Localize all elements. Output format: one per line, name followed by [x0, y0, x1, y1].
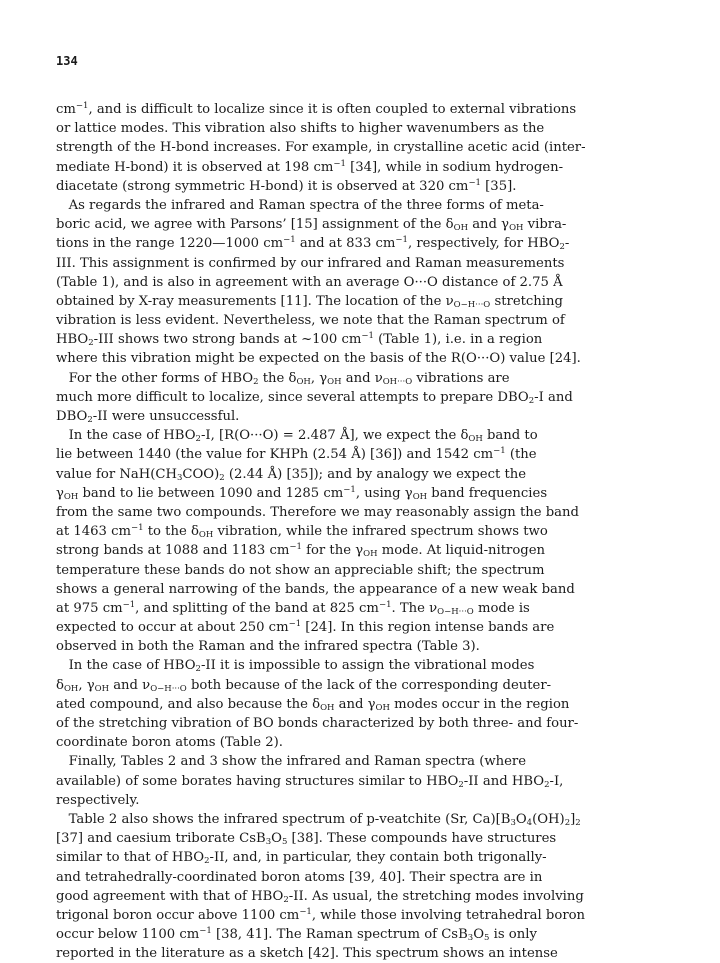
text-line: Finally, Tables 2 and 3 show the infrared and Raman spectra (where — [56, 754, 527, 770]
text-line: obtained by X-ray measurements [11]. The location of the $\nu_{O-H\cdot\cdot\cdot O}$ stretching — [56, 293, 563, 310]
text-line: observed in both the Raman and the infrared spectra (Table 3). — [56, 639, 480, 655]
text-line: from the same two compounds. Therefore we may reasonably assign the band — [56, 504, 579, 520]
text-line: mediate H-bond) it is observed at 198 $cm^{-1}$ [34], while in sodium hydrogen- — [56, 158, 564, 175]
text-line: $HBO_2$-III shows two strong bands at ~100 $cm^{-1}$ (Table 1), i.e. in a region — [56, 331, 543, 349]
text-line: $cm^{-1}$, and is difficult to localize since it is often coupled to external vibrations — [56, 101, 577, 117]
page-number: 134 — [56, 54, 78, 68]
text-line: III. This assignment is confirmed by our infrared and Raman measurements — [56, 255, 565, 271]
text-line: of the stretching vibration of BO bonds characterized by both three- and four- — [56, 716, 579, 731]
text-line: at 975 $cm^{-1}$, and splitting of the band at 825 $cm^{-1}$. The $\nu_{O-H\cdot\cdot\cdot O}$ mode is — [56, 599, 530, 617]
text-line: [37] and caesium triborate $CsB_3O_5$ [38]. These compounds have structures — [56, 831, 557, 848]
text-line: respectively. — [56, 792, 140, 808]
text-line: ated compound, and also because the $\delta_{OH}$ and $\gamma_{OH}$ modes occur in the region — [56, 696, 570, 713]
text-line: occur below 1100 $cm^{-1}$ [38, 41]. The Raman spectrum of $CsB_3O_5$ is only — [56, 926, 537, 944]
text-line: In the case of $HBO_2-II$ it is impossible to assign the vibrational modes — [56, 658, 535, 675]
text-line: good agreement with that of $HBO_2-II$. As usual, the stretching modes involving — [56, 888, 584, 905]
text-line: For the other forms of $HBO_2$ the $\delta_{OH}$, $\gamma_{OH}$ and $\nu_{OH\cdot\cdot\cdot O}$ vibrations are — [56, 370, 510, 387]
text-line: reported in the literature as a sketch [42]. This spectrum shows an intense — [56, 946, 558, 962]
text-line: value for $NaH(CH_3COO)_2$ (2.44 Å) [35]); and by analogy we expect the — [56, 466, 527, 483]
text-line: shows a general narrowing of the bands, the appearance of a new weak band — [56, 581, 575, 597]
text-line: coordinate boron atoms (Table 2). — [56, 735, 283, 751]
text-line: at 1463 $cm^{-1}$ to the $\delta_{OH}$ vibration, while the infrared spectrum shows two — [56, 523, 548, 541]
text-line: trigonal boron occur above 1100 $cm^{-1}$, while those involving tetrahedral boron — [56, 906, 586, 923]
text-line: strong bands at 1088 and 1183 $cm^{-1}$ for the $\gamma_{OH}$ mode. At liquid-nitrogen — [56, 542, 546, 560]
text-line: lie between 1440 (the value for KHPh (2.54 Å) [36]) and 1542 $cm^{-1}$ (the — [56, 446, 537, 463]
text-line: vibration is less evident. Nevertheless, we note that the Raman spectrum of — [56, 313, 565, 329]
text-line: In the case of $HBO_2-I$, [R(O···O) = 2.487 Å], we expect the $\delta_{OH}$ band to — [56, 428, 538, 445]
text-line: expected to occur at about 250 $cm^{-1}$ [24]. In this region intense bands are — [56, 619, 555, 636]
text-line: As regards the infrared and Raman spectra of the three forms of meta- — [56, 197, 544, 213]
text-line: similar to that of $HBO_2-II$, and, in particular, they contain both trigonally- — [56, 850, 547, 867]
text-line: (Table 1), and is also in agreement with an average O···O distance of 2.75 Å — [56, 274, 563, 290]
text-line: available) of some borates having structures similar to $HBO_2-II$ and $HBO_2-I$, — [56, 773, 564, 790]
text-line: boric acid, we agree with Parsons’ [15] assignment of the $\delta_{OH}$ and $\gamma_{OH}$ vibra- — [56, 217, 567, 234]
text-line: Table 2 also shows the infrared spectrum of p-veatchite (Sr, $Ca)[B_3O_4(OH)_2]_2$ — [56, 811, 581, 828]
text-line: $\delta_{OH}$, $\gamma_{OH}$ and $\nu_{O-H\cdot\cdot\cdot O}$ both because of the lack of the corresponding deuter- — [56, 677, 552, 694]
text-line: where this vibration might be expected on the basis of the R(O···O) value [24]. — [56, 351, 581, 367]
text-line: and tetrahedrally-coordinated boron atoms [39, 40]. Their spectra are in — [56, 869, 543, 885]
text-line: diacetate (strong symmetric H-bond) it is observed at 320 $cm^{-1}$ [35]. — [56, 177, 517, 194]
body-text — [56, 100, 668, 963]
text-line: much more difficult to localize, since several attempts to prepare $DBO_2-I$ and — [56, 389, 573, 406]
text-line: tions in the range 1220—1000 $cm^{-1}$ and at 833 $cm^{-1}$, respectively, for $HBO_2-$ — [56, 235, 570, 253]
text-line: $DBO_2-II$ were unsuccessful. — [56, 409, 240, 425]
text-line: temperature these bands do not show an appreciable shift; the spectrum — [56, 562, 545, 578]
text-line: $\gamma_{OH}$ band to lie between 1090 and 1285 $cm^{-1}$, using $\gamma_{OH}$ band frequencies — [56, 484, 548, 502]
text-line: or lattice modes. This vibration also shifts to higher wavenumbers as the — [56, 121, 545, 137]
text-line: strength of the H-bond increases. For example, in crystalline acetic acid (inter- — [56, 140, 586, 156]
